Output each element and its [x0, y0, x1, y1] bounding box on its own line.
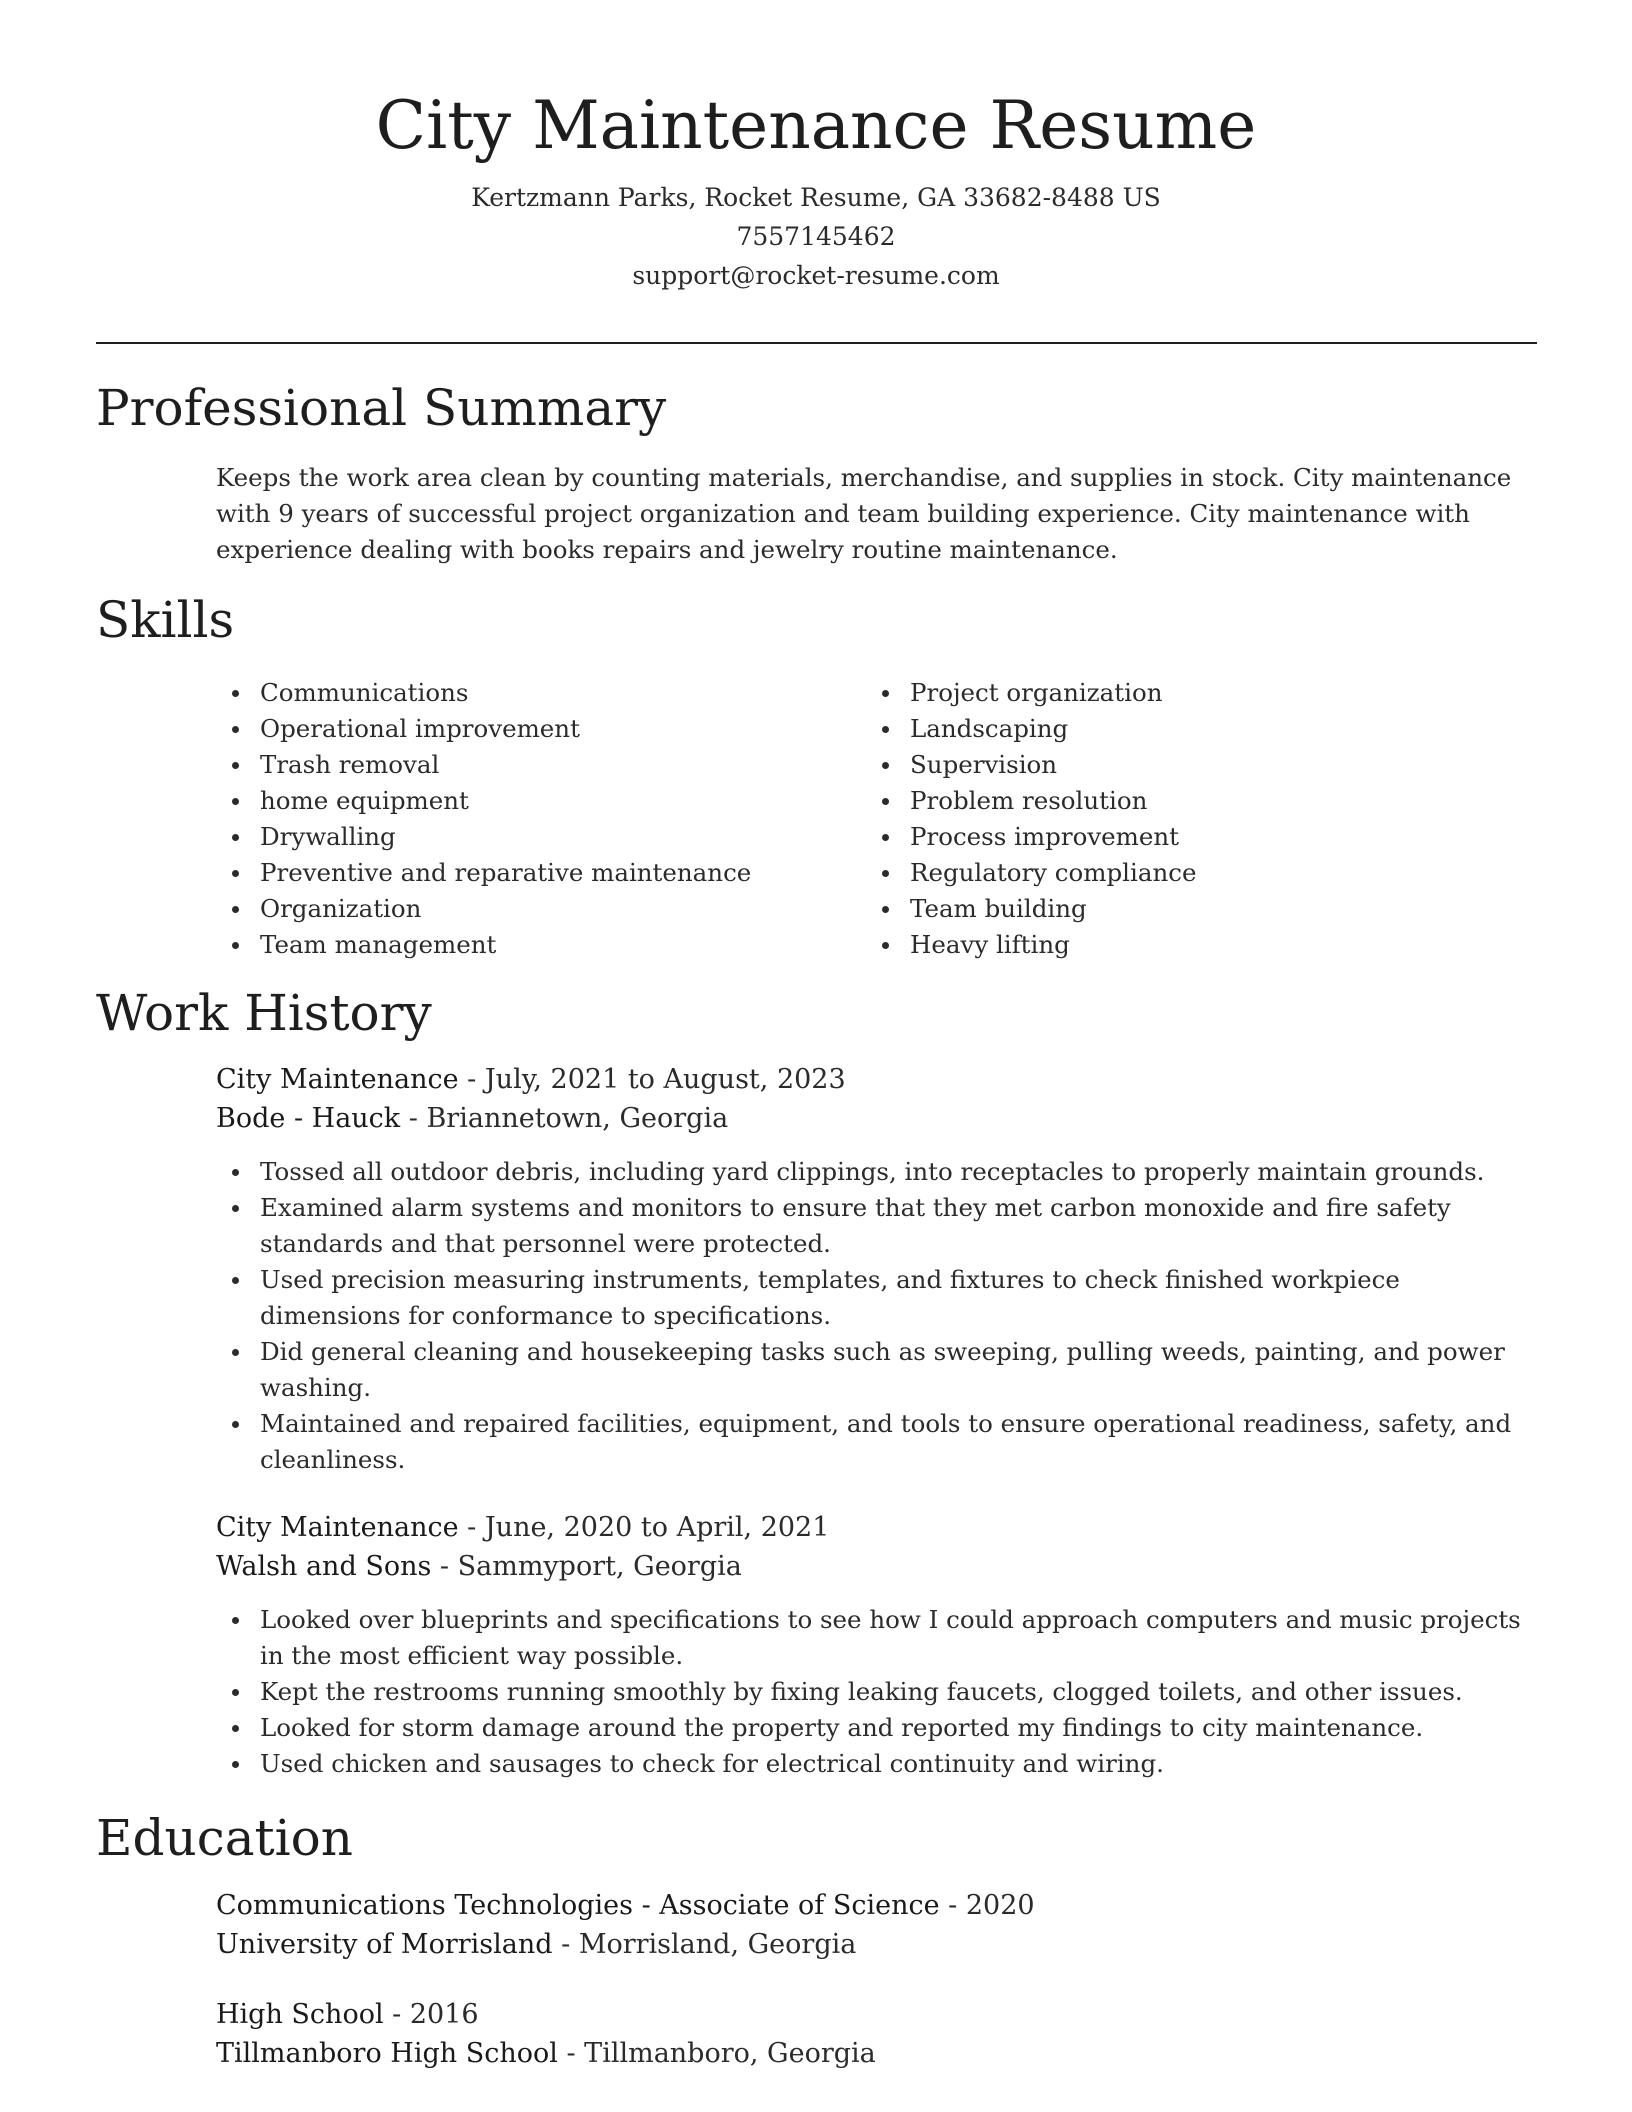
list-item: Looked for storm damage around the property and reported my findings to city maintenance. [216, 1710, 1546, 1746]
list-item: Team building [866, 891, 1506, 927]
job-location: - Briannetown, Georgia [400, 1103, 729, 1134]
list-item: Landscaping [866, 711, 1506, 747]
list-item: Organization [216, 891, 816, 927]
list-item: Maintained and repaired facilities, equipment, and tools to ensure operational readiness, safety, and cleanliness. [216, 1406, 1546, 1478]
job-dates: - July, 2021 to August, 2023 [458, 1064, 846, 1095]
list-item: Trash removal [216, 747, 816, 783]
summary-text: Keeps the work area clean by counting materials, merchandise, and supplies in stock. City maintenance with 9 years of successful project organization and team building experience. City maintenance with experience dealing with books repairs and jewelry routine maintenance. [216, 463, 1512, 564]
list-item: Drywalling [216, 819, 816, 855]
resume-header [0, 0, 1632, 295]
list-item: Supervision [866, 747, 1506, 783]
summary-heading: Professional Summary [96, 379, 667, 437]
degree-name: Communications Technologies - Associate of Science [216, 1890, 940, 1921]
degree-name: High School [216, 1999, 384, 2030]
contact-email[interactable]: support@rocket-resume.com [632, 261, 1000, 290]
school-line [216, 2034, 1516, 2073]
job-employer: Walsh and Sons [216, 1551, 432, 1582]
job-title-line [216, 1060, 1546, 1099]
job-employer-line [216, 1547, 1546, 1586]
degree-year: - 2020 [939, 1890, 1035, 1921]
job-entry [216, 1060, 1546, 1478]
work-history-heading: Work History [96, 984, 432, 1042]
school-name: Tillmanboro High School [216, 2038, 558, 2069]
skills-list-right [866, 675, 1506, 963]
degree-line [216, 1886, 1516, 1925]
school-name: University of Morrisland [216, 1929, 553, 1960]
job-title: City Maintenance [216, 1064, 459, 1095]
education-entry [216, 1886, 1516, 1964]
list-item: Kept the restrooms running smoothly by fixing leaking faucets, clogged toilets, and other issues. [216, 1674, 1546, 1710]
job-duties-list [216, 1154, 1546, 1478]
job-employer: Bode - Hauck [216, 1103, 401, 1134]
degree-year: - 2016 [383, 1999, 479, 2030]
list-item: Used precision measuring instruments, templates, and fixtures to check finished workpiece dimensions for conformance to specifications. [216, 1262, 1546, 1334]
list-item: Operational improvement [216, 711, 816, 747]
list-item: home equipment [216, 783, 816, 819]
list-item: Used chicken and sausages to check for electrical continuity and wiring. [216, 1746, 1546, 1782]
education-entry [216, 1995, 1516, 2073]
school-line [216, 1925, 1516, 1964]
degree-line [216, 1995, 1516, 2034]
list-item: Problem resolution [866, 783, 1506, 819]
list-item: Communications [216, 675, 816, 711]
job-title: City Maintenance [216, 1512, 459, 1543]
list-item: Did general cleaning and housekeeping tasks such as sweeping, pulling weeds, painting, and power washing. [216, 1334, 1546, 1406]
list-item: Preventive and reparative maintenance [216, 855, 816, 891]
job-employer-line [216, 1099, 1546, 1138]
list-item: Tossed all outdoor debris, including yard clippings, into receptacles to properly maintain grounds. [216, 1154, 1546, 1190]
job-title-line [216, 1508, 1546, 1547]
contact-phone: 7557145462 [736, 222, 896, 251]
list-item: Examined alarm systems and monitors to ensure that they met carbon monoxide and fire safety standards and that personnel were protected. [216, 1190, 1546, 1262]
job-duties-list [216, 1602, 1546, 1782]
job-dates: - June, 2020 to April, 2021 [458, 1512, 830, 1543]
list-item: Team management [216, 927, 816, 963]
skills-list-left [216, 675, 816, 963]
skills-heading: Skills [96, 591, 235, 649]
education-heading: Education [96, 1809, 353, 1867]
job-entry [216, 1508, 1546, 1782]
school-location: - Morrisland, Georgia [552, 1929, 857, 1960]
header-divider [96, 342, 1537, 344]
list-item: Heavy lifting [866, 927, 1506, 963]
list-item: Regulatory compliance [866, 855, 1506, 891]
job-location: - Sammyport, Georgia [431, 1551, 742, 1582]
resume-title: City Maintenance Resume [375, 87, 1257, 164]
list-item: Looked over blueprints and specifications to see how I could approach computers and music projects in the most efficient way possible. [216, 1602, 1546, 1674]
list-item: Process improvement [866, 819, 1506, 855]
school-location: - Tillmanboro, Georgia [557, 2038, 876, 2069]
list-item: Project organization [866, 675, 1506, 711]
contact-address: Kertzmann Parks, Rocket Resume, GA 33682-8488 US [471, 183, 1161, 212]
